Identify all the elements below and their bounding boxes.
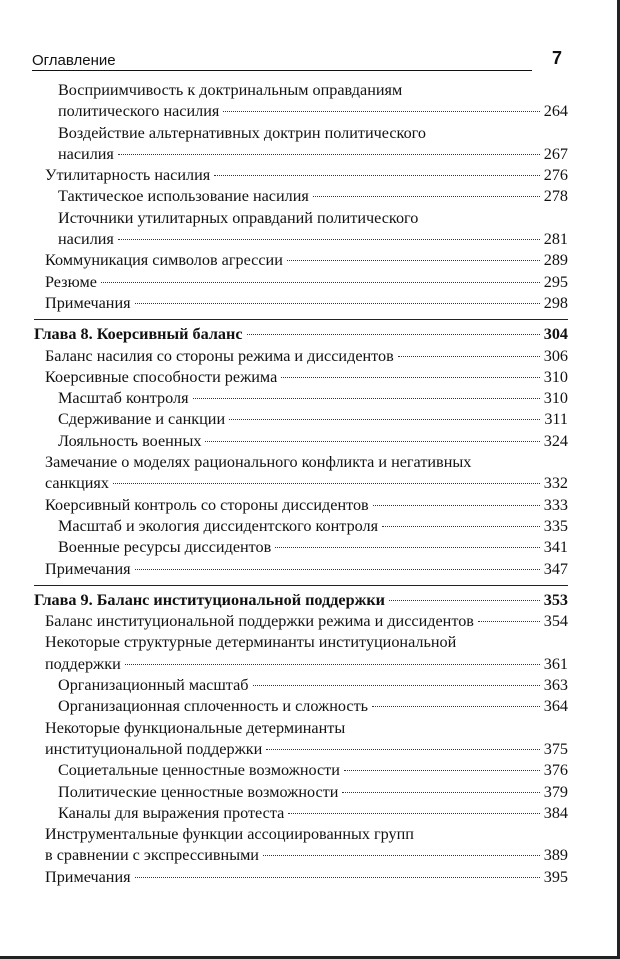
dot-leader: [266, 749, 539, 750]
dot-leader: [288, 813, 539, 814]
toc-entry-text: Глава 8. Коерсивный баланс: [34, 325, 243, 344]
toc-entry-text: Восприимчивость к доктринальным оправданиям: [58, 81, 403, 99]
toc-entry-text: Некоторые функциональные детерминанты: [45, 718, 346, 737]
dot-leader: [229, 419, 540, 420]
toc-entry[interactable]: [34, 867, 568, 888]
toc-chapter-entry[interactable]: [34, 324, 568, 345]
toc-entry-text: Организационный масштаб: [58, 676, 249, 695]
toc-entry[interactable]: [34, 559, 568, 580]
toc-page-number: 361: [543, 654, 568, 673]
toc-entry-text: Тактическое использование насилия: [58, 187, 309, 206]
toc-entry-text: институциональной поддержки: [45, 739, 263, 758]
table-of-contents: [34, 80, 568, 888]
dot-leader: [193, 398, 540, 399]
toc-entry[interactable]: [34, 782, 568, 803]
toc-entry[interactable]: [34, 495, 568, 516]
dot-leader: [398, 356, 540, 357]
toc-entry-text: насилия: [58, 230, 114, 249]
toc-entry-text: Некоторые структурные детерминанты институциональной: [45, 633, 457, 652]
toc-page-number: 276: [543, 166, 568, 185]
toc-entry-text: Баланс институциональной поддержки режима и диссидентов: [45, 612, 474, 631]
toc-page-number: 267: [543, 144, 568, 163]
toc-page-number: 375: [543, 739, 568, 758]
toc-entry[interactable]: [34, 675, 568, 696]
toc-entry-text: насилия: [58, 144, 114, 163]
toc-entry-text: Примечания: [45, 293, 131, 312]
toc-entry-text: Масштаб и экология диссидентского контроля: [58, 516, 379, 535]
toc-entry-text: Утилитарность насилия: [45, 166, 211, 185]
toc-entry[interactable]: [34, 611, 568, 632]
toc-entry-text: поддержки: [45, 654, 121, 673]
dot-leader: [373, 505, 540, 506]
dot-leader: [135, 877, 540, 878]
toc-entry[interactable]: [34, 165, 568, 186]
dot-leader: [205, 441, 539, 442]
toc-page-number: 298: [543, 293, 568, 312]
dot-leader: [247, 334, 540, 335]
dot-leader: [342, 792, 539, 793]
toc-page-number: 332: [543, 474, 568, 493]
dot-leader: [344, 770, 540, 771]
toc-entry-text: Военные ресурсы диссидентов: [58, 538, 272, 557]
header-rule: [32, 70, 532, 71]
toc-entry[interactable]: [34, 431, 568, 452]
dot-leader: [113, 483, 540, 484]
toc-entry-text: Глава 9. Баланс институциональной поддержки: [34, 590, 385, 609]
toc-entry[interactable]: [34, 80, 568, 123]
toc-page-number: 376: [543, 761, 568, 780]
dot-leader: [281, 377, 539, 378]
dot-leader: [382, 526, 540, 527]
running-header: [32, 50, 572, 72]
toc-page-number: 264: [543, 102, 568, 121]
header-title: Оглавление: [32, 52, 116, 69]
toc-entry[interactable]: [34, 346, 568, 367]
toc-entry[interactable]: [34, 272, 568, 293]
toc-page-number: 353: [543, 590, 568, 609]
toc-page-number: 304: [543, 325, 568, 344]
toc-entry[interactable]: [34, 696, 568, 717]
header-page-number: 7: [551, 48, 562, 68]
toc-entry-text: Резюме: [45, 272, 97, 291]
dot-leader: [135, 569, 540, 570]
toc-entry-text: Примечания: [45, 559, 131, 578]
dot-leader: [253, 685, 540, 686]
dot-leader: [118, 154, 540, 155]
toc-page-number: 278: [543, 187, 568, 206]
dot-leader: [118, 239, 540, 240]
toc-entry[interactable]: [34, 123, 568, 166]
toc-page-number: 364: [543, 697, 568, 716]
toc-entry-text: Баланс насилия со стороны режима и диссидентов: [45, 346, 394, 365]
toc-entry-text: Масштаб контроля: [58, 389, 189, 408]
toc-entry[interactable]: [34, 293, 568, 314]
dot-leader: [478, 621, 540, 622]
toc-page-number: 310: [543, 367, 568, 386]
toc-entry-text: Воздействие альтернативных доктрин политического: [58, 123, 427, 142]
toc-page-number: 289: [543, 251, 568, 270]
toc-page-number: 335: [543, 516, 568, 535]
toc-entry-text: Источники утилитарных оправданий политического: [58, 208, 419, 227]
toc-page-number: 333: [543, 495, 568, 514]
dot-leader: [287, 260, 540, 261]
chapter-divider: [34, 319, 568, 320]
toc-entry-text: Коммуникация символов агрессии: [45, 251, 283, 270]
toc-entry-text: Политические ценностные возможности: [58, 782, 339, 801]
toc-entry-text: Замечание о моделях рационального конфликта и негативных: [45, 453, 472, 472]
toc-entry[interactable]: [34, 250, 568, 271]
toc-entry-text: Коерсивные способности режима: [45, 367, 278, 386]
toc-entry[interactable]: [34, 803, 568, 824]
toc-page-number: 311: [544, 410, 568, 429]
toc-entry-text: Коерсивный контроль со стороны диссидентов: [45, 495, 369, 514]
toc-entry-text: в сравнении с экспрессивными: [45, 846, 259, 865]
toc-page-number: 395: [543, 867, 568, 886]
toc-page-number: 306: [543, 346, 568, 365]
toc-entry-text: политического насилия: [58, 102, 220, 121]
toc-page-number: 379: [543, 782, 568, 801]
toc-page-number: 281: [543, 230, 568, 249]
dot-leader: [313, 196, 540, 197]
toc-entry-text: Инструментальные функции ассоциированных групп: [45, 825, 414, 844]
toc-entry[interactable]: [34, 537, 568, 558]
toc-page-number: 363: [543, 676, 568, 695]
dot-leader: [223, 111, 539, 112]
toc-entry-text: Лояльность военных: [58, 431, 202, 450]
toc-entry[interactable]: [34, 632, 568, 675]
toc-entry[interactable]: [34, 367, 568, 388]
toc-chapter-entry[interactable]: [34, 590, 568, 611]
dot-leader: [389, 600, 540, 601]
toc-entry-text: Примечания: [45, 867, 131, 886]
toc-entry-text: Социетальные ценностные возможности: [58, 761, 340, 780]
toc-entry[interactable]: [34, 452, 568, 495]
dot-leader: [135, 303, 540, 304]
toc-page-number: 295: [543, 272, 568, 291]
toc-page-number: 389: [543, 846, 568, 865]
toc-page-number: 324: [543, 431, 568, 450]
dot-leader: [275, 547, 539, 548]
chapter-divider: [34, 585, 568, 586]
dot-leader: [101, 282, 540, 283]
toc-entry[interactable]: [34, 516, 568, 537]
toc-entry[interactable]: [34, 208, 568, 251]
dot-leader: [263, 855, 540, 856]
toc-entry-text: санкциях: [45, 474, 109, 493]
toc-entry-text: Организационная сплоченность и сложность: [58, 697, 369, 716]
toc-page-number: 384: [543, 803, 568, 822]
dot-leader: [125, 664, 540, 665]
toc-page-number: 347: [543, 559, 568, 578]
toc-page-number: 310: [543, 389, 568, 408]
toc-page-number: 341: [543, 538, 568, 557]
toc-entry[interactable]: [34, 186, 568, 207]
toc-entry[interactable]: [34, 409, 568, 430]
toc-entry[interactable]: [34, 760, 568, 781]
toc-entry[interactable]: [34, 824, 568, 867]
toc-entry-text: Сдерживание и санкции: [58, 410, 226, 429]
toc-entry-text: Каналы для выражения протеста: [58, 803, 285, 822]
dot-leader: [372, 706, 540, 707]
toc-entry[interactable]: [34, 388, 568, 409]
toc-page-number: 354: [543, 612, 568, 631]
dot-leader: [214, 175, 539, 176]
toc-entry[interactable]: [34, 718, 568, 761]
